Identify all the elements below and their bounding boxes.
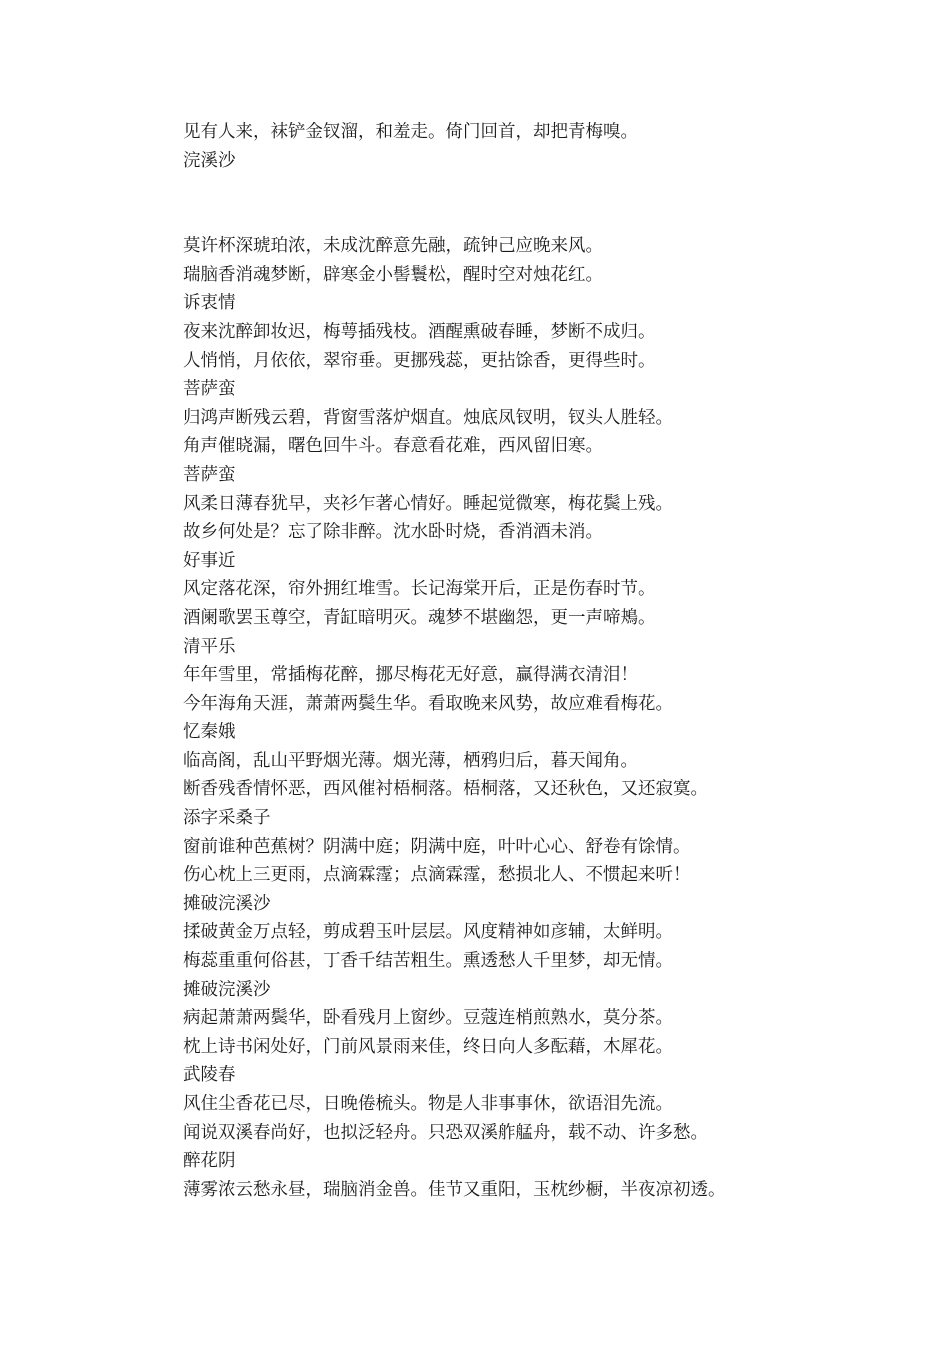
text-line: 年年雪里，常插梅花醉，挪尽梅花无好意，赢得满衣清泪！ (183, 665, 638, 686)
text-line: 摊破浣溪沙 (183, 979, 271, 1000)
paragraph-gap (183, 175, 923, 232)
text-line: 诉衷情 (183, 293, 236, 314)
text-line: 醉花阴 (183, 1151, 236, 1172)
text-block-top (183, 118, 923, 175)
text-line: 故乡何处是？忘了除非醉。沈水卧时烧，香消酒未消。 (183, 522, 603, 543)
text-line: 风柔日薄春犹早，夹衫乍著心情好。睡起觉微寒，梅花鬓上残。 (183, 493, 673, 514)
text-line: 人悄悄，月依依，翠帘垂。更挪残蕊，更拈馀香，更得些时。 (183, 350, 656, 371)
text-line: 见有人来，袜铲金钗溜，和羞走。倚门回首，却把青梅嗅。 (183, 122, 638, 142)
text-line: 临高阁，乱山平野烟光薄。烟光薄，栖鸦归后，暮天闻角。 (183, 750, 638, 771)
text-line: 武陵春 (183, 1065, 236, 1086)
text-line: 角声催晓漏，曙色回牛斗。春意看花难，西风留旧寒。 (183, 436, 603, 457)
text-line: 瑞脑香消魂梦断，辟寒金小髻鬟松，醒时空对烛花红。 (183, 264, 603, 285)
text-line: 伤心枕上三更雨，点滴霖霪；点滴霖霪，愁损北人、不惯起来听！ (183, 865, 691, 886)
text-line: 摊破浣溪沙 (183, 893, 271, 914)
text-line: 归鸿声断残云碧，背窗雪落炉烟直。烛底凤钗明，钗头人胜轻。 (183, 407, 673, 428)
text-line: 断香残香情怀恶，西风催衬梧桐落。梧桐落，又还秋色，又还寂寞。 (183, 779, 708, 800)
text-line: 好事近 (183, 550, 236, 571)
text-line: 枕上诗书闲处好，门前风景雨来佳，终日向人多酝藉，木犀花。 (183, 1036, 673, 1057)
text-line: 薄雾浓云愁永昼，瑞脑消金兽。佳节又重阳，玉枕纱橱，半夜凉初透。 (183, 1179, 726, 1200)
text-line: 酒阑歌罢玉尊空，青缸暗明灭。魂梦不堪幽怨，更一声啼鴂。 (183, 607, 656, 628)
text-line: 夜来沈醉卸妆迟，梅萼插残枝。酒醒熏破春睡，梦断不成归。 (183, 321, 656, 342)
text-line: 菩萨蛮 (183, 464, 236, 485)
text-line: 清平乐 (183, 636, 236, 657)
text-line: 病起萧萧两鬓华，卧看残月上窗纱。豆蔻连梢煎熟水，莫分茶。 (183, 1008, 673, 1029)
text-line: 莫许杯深琥珀浓，未成沈醉意先融，疏钟己应晚来风。 (183, 236, 603, 257)
text-line: 窗前谁种芭蕉树？阴满中庭；阴满中庭，叶叶心心、舒卷有馀情。 (183, 836, 691, 857)
text-line: 添字采桑子 (183, 808, 271, 829)
text-block-main (183, 232, 923, 1204)
text-line: 风住尘香花已尽，日晚倦梳头。物是人非事事休，欲语泪先流。 (183, 1094, 673, 1114)
text-line: 梅蕊重重何俗甚，丁香千结苦粗生。熏透愁人千里梦，却无情。 (183, 951, 673, 972)
text-line: 风定落花深，帘外拥红堆雪。长记海棠开后，正是伤春时节。 (183, 579, 656, 600)
text-line: 今年海角天涯，萧萧两鬓生华。看取晚来风势，故应难看梅花。 (183, 693, 673, 714)
text-line: 浣溪沙 (183, 150, 236, 171)
text-line: 揉破黄金万点轻，剪成碧玉叶层层。风度精神如彦辅，太鲜明。 (183, 922, 673, 943)
document-page (183, 118, 923, 1204)
text-line: 忆秦娥 (183, 722, 236, 743)
text-line: 菩萨蛮 (183, 379, 236, 400)
text-line: 闻说双溪春尚好，也拟泛轻舟。只恐双溪舴艋舟，载不动、许多愁。 (183, 1122, 708, 1143)
